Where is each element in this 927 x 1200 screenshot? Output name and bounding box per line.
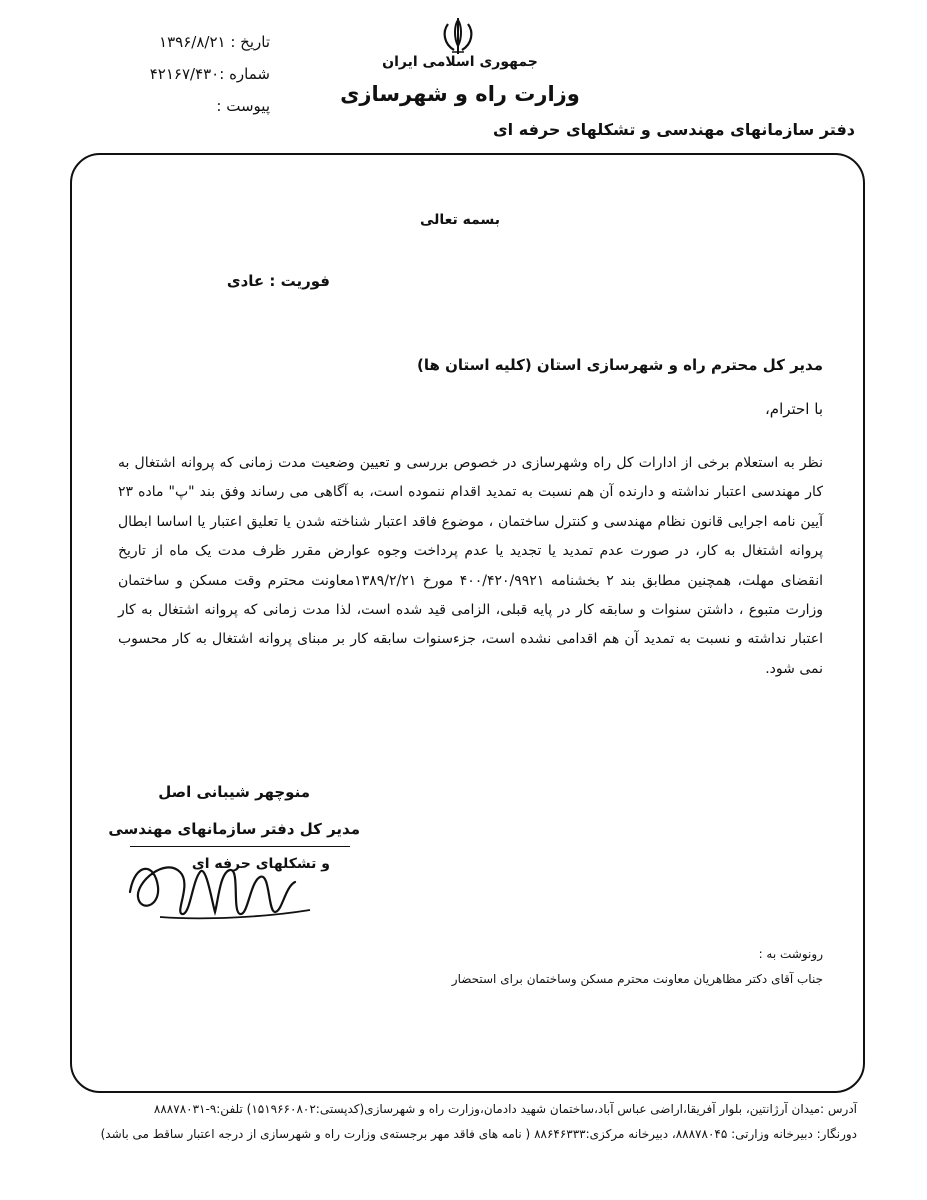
- signer-name: منوچهر شیبانی اصل: [158, 783, 310, 801]
- republic-title: جمهوری اسلامی ایران: [382, 54, 538, 70]
- recipient: مدیر کل محترم راه و شهرسازی استان (کلیه استان ها): [417, 356, 823, 374]
- priority: فوریت : عادی: [226, 272, 330, 290]
- letter-date: تاریخ : ۱۳۹۶/۸/۲۱: [159, 33, 270, 51]
- ministry-title: وزارت راه و شهرسازی: [340, 82, 580, 106]
- iran-emblem-icon: [440, 16, 476, 56]
- handwritten-signature-icon: [120, 842, 320, 922]
- greeting: با احترام،: [764, 400, 823, 418]
- cc-label: رونوشت به :: [758, 947, 823, 961]
- office-title: دفتر سازمانهای مهندسی و تشکلهای حرفه ای: [493, 120, 855, 139]
- letter-body: نظر به استعلام برخی از ادارات کل راه وشهرسازی در خصوص بررسی و تعیین وضعیت مدت زمانی که پروانه اشتغال به کار مهندسی اعتبار نداشته و دارنده آن هم نسبت به تمدید اقدام ننموده است، به آگاهی می رساند وفق بند "پ" ماده ۲۳ آیین نامه اجرایی قانون نظام مهندسی و کنترل ساختمان ، موضوع فاقد اعتبار شناخته شدن یا تعلیق اعتبار یا اساسا ابطال پروانه اشتغال به کار، در صورت عدم تمدید یا تجدید یا عدم پرداخت وجوه عوارض مقرر ظرف مدت یک ماه از تاریخ انقضای مهلت، همچنین مطابق بند ۲ بخشنامه ۴۰۰/۴۲۰/۹۹۲۱ مورخ ۱۳۸۹/۲/۲۱معاونت محترم وقت مسکن و ساختمان وزارت متبوع ، داشتن سنوات و سابقه کار در پایه قبلی، الزامی قید شده است، لذا مدت زمانی که پروانه اشتغال به کار اعتبار نداشته و نسبت به تمدید آن هم اقدامی نشده است، جزءسنوات سابقه کار بر مبنای پروانه اشتغال به کار محسوب نمی شود.: [118, 455, 823, 677]
- signer-title-line2: و تشکلهای حرفه ای: [191, 856, 330, 872]
- letter-attachment: پیوست :: [216, 97, 270, 115]
- footer-fax: دورنگار: دبیرخانه وزارتی: ۸۸۸۷۸۰۴۵، دبیرخانه مرکزی:۸۸۶۴۶۳۳۳ ( نامه های فاقد مهر برجسته‌ی وزارت راه و شهرسازی از درجه اعتبار ساقط می باشد): [100, 1127, 857, 1141]
- letter-meta: [120, 26, 270, 122]
- cc-item: جناب آقای دکتر مظاهریان معاونت محترم مسکن وساختمان برای استحضار: [451, 972, 823, 986]
- footer-address: آدرس :میدان آرژانتین، بلوار آفریقا،اراضی عباس آباد،ساختمان شهید دادمان،وزارت راه و شهرسازی(کدپستی:۱۵۱۹۶۶۰۸۰۲) تلفن:۹-۸۸۸۷۸۰۳۱: [153, 1102, 857, 1116]
- bismillah: بسمه تعالی: [419, 212, 501, 228]
- signer-title: مدیر کل دفتر سازمانهای مهندسی: [108, 820, 360, 838]
- letter-number: شماره :۴۲۱۶۷/۴۳۰: [149, 65, 270, 83]
